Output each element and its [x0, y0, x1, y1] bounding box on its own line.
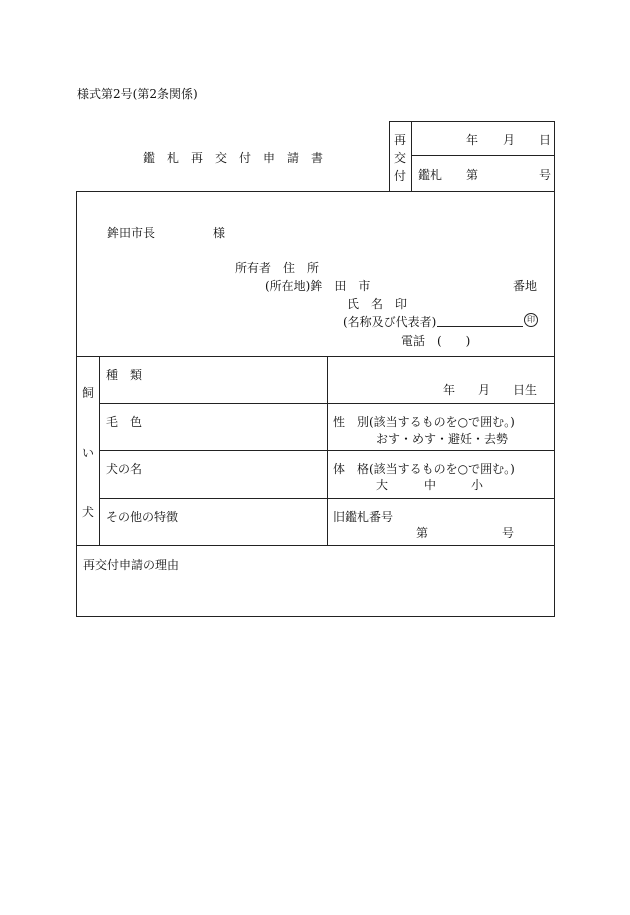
- reissue-row-divider: [411, 155, 555, 156]
- location-label[interactable]: (所在地)鉾 田 市: [265, 279, 371, 293]
- features-label[interactable]: その他の特徴: [106, 510, 179, 524]
- size-large[interactable]: 大: [376, 478, 389, 492]
- dog-side-label-1: 飼: [82, 386, 95, 400]
- seal-mark: [524, 312, 538, 327]
- dog-middle-divider: [327, 356, 328, 546]
- birth-year[interactable]: 年: [443, 383, 456, 397]
- reissue-tag-dai[interactable]: 第: [466, 168, 479, 182]
- addressee-sama: 様: [213, 226, 226, 240]
- representative-label: (名称及び代表者): [343, 315, 437, 329]
- reissue-date-day[interactable]: 日: [539, 133, 552, 147]
- birth-month[interactable]: 月: [478, 383, 491, 397]
- sex-options[interactable]: おす・めす・避妊・去勢: [376, 432, 509, 446]
- dog-type-label[interactable]: 種 類: [106, 368, 143, 382]
- sex-label: 性 別(該当するものを○で囲む。): [333, 415, 515, 429]
- size-label: 体 格(該当するものを○で囲む。): [333, 462, 515, 476]
- signature-line[interactable]: [437, 326, 523, 327]
- dog-side-label-3: 犬: [82, 505, 95, 519]
- size-medium[interactable]: 中: [424, 478, 437, 492]
- reissue-tag-go[interactable]: 号: [539, 168, 552, 182]
- dog-row-divider-3: [99, 498, 555, 499]
- reissue-tag-label: 鑑札: [418, 168, 443, 182]
- birth-day[interactable]: 日生: [513, 383, 538, 397]
- reissue-date-year[interactable]: 年: [466, 133, 479, 147]
- old-tag-label: 旧鑑札番号: [333, 510, 394, 524]
- dog-side-label-2: い: [82, 446, 95, 460]
- dog-row-divider-1: [99, 403, 555, 404]
- dog-section-top: [76, 356, 555, 357]
- coat-color-label[interactable]: 毛 色: [106, 415, 143, 429]
- owner-address-label: 所有者 住 所: [235, 261, 320, 275]
- reason-section-top: [76, 545, 555, 546]
- reissue-divider: [411, 121, 412, 192]
- reason-label[interactable]: 再交付申請の理由: [83, 558, 180, 572]
- name-label[interactable]: 氏 名 印: [347, 297, 408, 311]
- old-tag-dai[interactable]: 第: [416, 526, 429, 540]
- banchi-label: 番地: [513, 279, 538, 293]
- seal-icon: 印: [524, 313, 538, 327]
- addressee: 鉾田市長: [107, 226, 156, 240]
- reissue-date-month[interactable]: 月: [503, 133, 516, 147]
- reissue-label-3: 付: [394, 169, 407, 183]
- old-tag-go[interactable]: 号: [502, 526, 515, 540]
- phone-label[interactable]: 電話 ( ): [401, 334, 471, 348]
- form-number: 様式第2号(第2条関係): [77, 87, 198, 101]
- page-title: 鑑 札 再 交 付 申 請 書: [143, 151, 324, 165]
- reissue-label-2: 交: [394, 151, 407, 165]
- main-form-box: [76, 191, 555, 617]
- reissue-label-1: 再: [394, 133, 407, 147]
- size-small[interactable]: 小: [471, 478, 484, 492]
- dog-side-divider: [99, 356, 100, 546]
- dog-row-divider-2: [99, 450, 555, 451]
- dog-name-label[interactable]: 犬の名: [106, 462, 143, 476]
